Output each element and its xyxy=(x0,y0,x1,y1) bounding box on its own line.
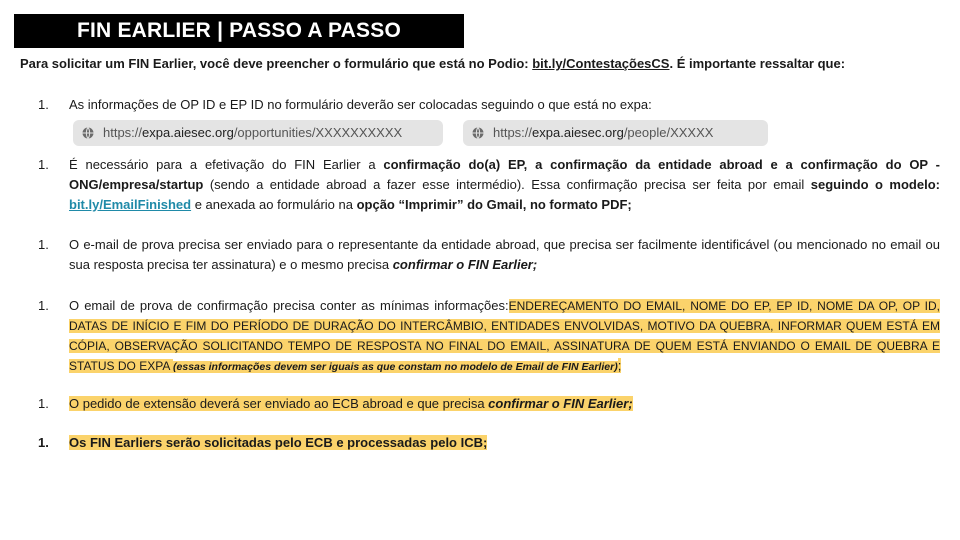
list-item-minimum-info xyxy=(38,296,940,376)
email-model-link[interactable]: bit.ly/EmailFinished xyxy=(69,197,192,212)
url-bar-people xyxy=(463,120,768,146)
list-number: 1. xyxy=(38,396,49,411)
list-item-ecb-icb xyxy=(38,433,940,453)
intro-text-end: . É importante ressaltar que: xyxy=(669,56,846,71)
globe-icon xyxy=(82,127,94,139)
list-number: 1. xyxy=(38,298,49,313)
globe-icon xyxy=(472,127,484,139)
list-item-confirmation xyxy=(38,155,940,215)
list-item-extension xyxy=(38,394,940,414)
url-bar-opportunities xyxy=(73,120,443,146)
page-title: FIN EARLIER | PASSO A PASSO xyxy=(14,14,464,48)
list-number: 1. xyxy=(38,157,49,172)
list-number: 1. xyxy=(38,237,49,252)
intro-paragraph xyxy=(20,56,950,72)
list-item-op-ep-id xyxy=(38,95,940,115)
list-item-text: O pedido de extensão deverá ser enviado ao ECB abroad e que precisa confirmar o FIN Earlier; xyxy=(69,396,633,411)
intro-text: Para solicitar um FIN Earlier, você deve preencher o formulário que está no Podio: xyxy=(20,56,533,71)
list-item-text: O email de prova de confirmação precisa conter as mínimas informações:ENDEREÇAMENTO DO EMAIL, NOME DO EP, EP ID, NOME DA OP, OP ID, DATAS DE INÍCIO E FIM DO PERÍODO DE DURAÇÃO DO INTERCÂMBIO, ENTIDADES ENVOLVIDAS, MOTIVO DA QUEBRA, INFORMAR QUEM ESTÁ EM CÓPIA, OBSERVAÇÃO SOLICITANDO TEMPO DE RESPOSTA NO FINAL DO EMAIL, ASSINATURA DE QUEM ESTÁ ENVIANDO O EMAIL DE QUEBRA E STATUS DO EXPA (essas informações devem ser iguais as que constam no modelo de Email de FIN Earlier); xyxy=(69,298,940,373)
url-text: https://expa.aiesec.org/opportunities/XXXXXXXXXX xyxy=(103,125,403,140)
intro-link[interactable]: bit.ly/ContestaçõesCS xyxy=(532,56,670,71)
list-item-text: As informações de OP ID e EP ID no formulário deverão ser colocadas seguindo o que está no expa: xyxy=(69,97,652,112)
list-item-email-proof xyxy=(38,235,940,275)
list-item-text: Os FIN Earliers serão solicitadas pelo ECB e processadas pelo ICB; xyxy=(69,435,488,450)
list-item-text: O e-mail de prova precisa ser enviado para o representante da entidade abroad, que precisa ser facilmente identificável (ou mencionado no email ou sua resposta precisa ter assinatura) e o mesmo precisa confirmar o FIN Earlier; xyxy=(69,237,940,272)
list-number: 1. xyxy=(38,435,49,450)
list-item-text: É necessário para a efetivação do FIN Earlier a confirmação do(a) EP, a confirmação da entidade abroad e a confirmação do OP - ONG/empresa/startup (sendo a entidade abroad a fazer esse intermédio). Essa confirmação precisa ser feita por email seguindo o modelo: bit.ly/EmailFinished e anexada ao formulário na opção “Imprimir” do Gmail, no formato PDF; xyxy=(69,157,940,212)
list-number: 1. xyxy=(38,97,49,112)
url-text: https://expa.aiesec.org/people/XXXXX xyxy=(493,125,714,140)
